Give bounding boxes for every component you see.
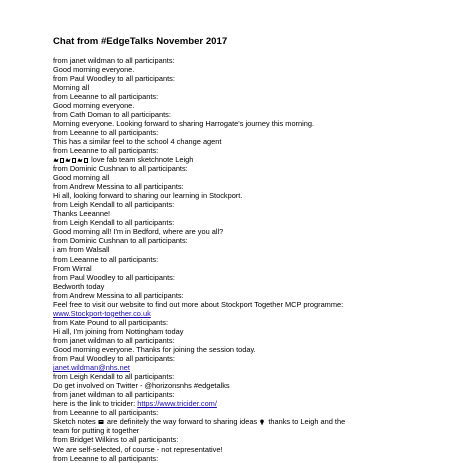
chat-sender-line: from Paul Woodley to all participants: (53, 73, 175, 83)
chat-sender-line: from Dominic Cushnan to all participants: (53, 164, 188, 174)
chat-message (53, 155, 345, 164)
chat-sender-line: from janet wildman to all participants: (53, 390, 175, 400)
chat-message-text: Sketch notes (53, 417, 96, 427)
chat-message: Good morning everyone. (53, 64, 135, 74)
chat-sender-line: from Paul Woodley to all participants: (53, 272, 175, 282)
emoji-icon (65, 157, 71, 163)
chat-message-text: here is the link to tricider: (53, 399, 138, 409)
chat-message: team for putting it together (53, 426, 140, 436)
chat-sender-line: from Leeanne to all participants: (53, 254, 159, 264)
chat-message: Hi all, looking forward to sharing our learning in Stockport. (53, 191, 243, 201)
chat-sender-line: from Leeanne to all participants: (53, 145, 159, 155)
lightbulb-icon (259, 419, 265, 425)
chat-log (53, 56, 345, 463)
chat-sender-line: from janet wildman to all participants: (53, 55, 175, 65)
chat-message: Morning all (53, 82, 90, 92)
chat-message: Morning everyone. Looking forward to sharing Harrogate's journey this morning. (53, 118, 315, 128)
missing-glyph-icon (84, 158, 88, 163)
chat-sender-line: from Leigh Kendall to all participants: (53, 200, 175, 210)
missing-glyph-icon (60, 158, 64, 163)
chat-message: Good morning all! I'm in Bedford, where are you all? (53, 227, 224, 237)
missing-glyph-icon (72, 158, 76, 163)
chat-sender-line: from Andrew Messina to all participants: (53, 290, 184, 300)
chat-message: i am from Walsall (53, 245, 110, 255)
chat-sender-line: from Andrew Messina to all participants: (53, 182, 184, 192)
chat-message: Bedworth today (53, 281, 105, 291)
chat-message: Good morning all (53, 173, 110, 183)
chat-sender-line: from Leigh Kendall to all participants: (53, 372, 175, 382)
chat-sender-line: from Kate Pound to all participants: (53, 317, 169, 327)
email-link[interactable]: janet.wildman@nhs.net (53, 363, 130, 373)
tricider-link[interactable]: https://www.tricider.com/ (137, 399, 217, 409)
emoji-icon (77, 157, 83, 163)
document-title: Chat from #EdgeTalks November 2017 (53, 36, 228, 47)
chat-message: This has a similar feel to the school 4 change agent (53, 136, 222, 146)
chat-sender-line: from Cath Doman to all participants: (53, 109, 171, 119)
chat-sender-line: from Bridget Wilkins to all participants: (53, 435, 179, 445)
chat-message: Hi all, I'm joining from Nottingham today (53, 326, 184, 336)
chat-sender-line: from Leeanne to all participants: (53, 453, 159, 463)
chat-message (53, 399, 345, 408)
stockport-together-link[interactable]: www.Stockport-together.co.uk (53, 308, 151, 318)
chat-message-text: thanks to Leigh and the (266, 417, 346, 427)
chat-message: Good morning everyone. (53, 100, 135, 110)
notebook-icon (98, 419, 104, 425)
chat-message: We are self-selected, of course - not representative! (53, 444, 223, 454)
emoji-icon (53, 157, 59, 163)
chat-message-text: are definitely the way forward to sharing ideas (104, 417, 258, 427)
chat-sender-line: from Leigh Kendall to all participants: (53, 218, 175, 228)
chat-message (53, 417, 345, 426)
chat-sender-line: from Paul Woodley to all participants: (53, 354, 175, 364)
chat-message-text: love fab team sketchnote Leigh (91, 155, 194, 165)
chat-sender-line: from Leeanne to all participants: (53, 408, 159, 418)
chat-sender-line: from Dominic Cushnan to all participants: (53, 236, 188, 246)
emoji-icons (53, 155, 91, 164)
chat-sender-line: from Leeanne to all participants: (53, 127, 159, 137)
chat-message: Do get involved on Twitter - @horizonsnhs #edgetalks (53, 381, 230, 391)
chat-message: Good morning everyone. Thanks for joining the session today. (53, 345, 256, 354)
chat-message: Thanks Leeanne! (53, 209, 111, 219)
chat-message: From Wirral (53, 263, 92, 273)
chat-message: Feel free to visit our website to find out more about Stockport Together MCP programme: (53, 299, 344, 309)
chat-sender-line: from janet wildman to all participants: (53, 335, 175, 345)
chat-sender-line: from Leeanne to all participants: (53, 91, 159, 101)
